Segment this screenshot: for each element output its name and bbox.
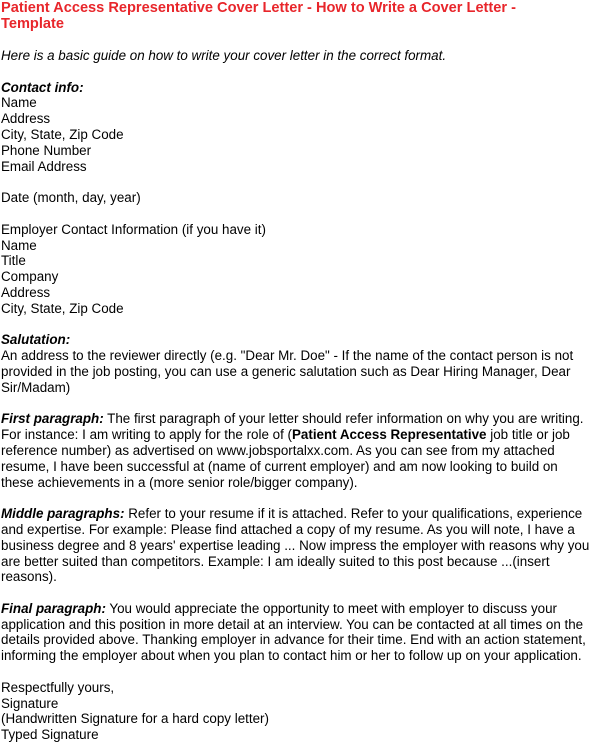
first-paragraph-label: First paragraph: xyxy=(1,411,104,427)
closing-line: Signature xyxy=(1,695,59,711)
employer-line: Employer Contact Information (if you have it) xyxy=(1,221,266,237)
contact-line: Phone Number xyxy=(1,142,92,158)
employer-line: Address xyxy=(1,284,51,300)
middle-paragraphs-line: business degree and 8 years' expertise leading ... Now impress the employer with reasons why you xyxy=(1,537,590,553)
contact-line: City, State, Zip Code xyxy=(1,126,124,142)
closing-line: Respectfully yours, xyxy=(1,679,115,695)
final-paragraph-label: Final paragraph: xyxy=(1,600,106,616)
middle-paragraphs-line xyxy=(1,506,599,522)
employer-line: City, State, Zip Code xyxy=(1,300,124,316)
employer-line: Company xyxy=(1,269,59,285)
document-title xyxy=(1,0,599,32)
closing-line: (Handwritten Signature for a hard copy letter) xyxy=(1,711,269,727)
final-paragraph-line: informing the employer about when you plan to contact him or her to follow up on your application. xyxy=(1,648,582,664)
employer-contact-section xyxy=(1,222,599,317)
contact-line: Email Address xyxy=(1,158,87,174)
final-paragraph-section xyxy=(1,601,599,664)
contact-info-section xyxy=(1,80,599,175)
final-paragraph-line: details provided above. Thanking employer in advance for their time. End with an action statement, xyxy=(1,632,586,648)
final-paragraph-text: You would appreciate the opportunity to meet with employer to discuss your xyxy=(105,600,557,616)
first-paragraph-text: For instance: I am writing to apply for the role of ( xyxy=(1,427,292,443)
salutation-line: provided in the job posting, you can use a generic salutation such as Dear Hiring Manager, Dear xyxy=(1,363,571,379)
first-paragraph-line: reference number) as advertised on www.jobsportalxx.com. As you can see from my attached xyxy=(1,442,555,458)
closing-line: Typed Signature xyxy=(1,727,99,743)
cover-letter-document xyxy=(1,0,599,743)
title-line-2: Template xyxy=(1,16,64,32)
first-paragraph-text: job title or job xyxy=(486,427,570,443)
final-paragraph-line xyxy=(1,601,599,617)
title-line-1: Patient Access Representative Cover Letter - How to Write a Cover Letter - xyxy=(1,0,516,16)
first-paragraph-text: The first paragraph of your letter should refer information on why you are writing. xyxy=(103,411,584,427)
salutation-label: Salutation: xyxy=(1,332,71,348)
salutation-line: An address to the reviewer directly (e.g. "Dear Mr. Doe" - If the name of the contact person is not xyxy=(1,348,574,364)
contact-info-label: Contact info: xyxy=(1,79,84,95)
middle-paragraphs-section xyxy=(1,506,599,585)
intro-text: Here is a basic guide on how to write your cover letter in the correct format. xyxy=(1,48,447,63)
job-title-highlight: Patient Access Representative xyxy=(292,427,487,443)
first-paragraph-line xyxy=(1,427,599,443)
employer-line: Name xyxy=(1,237,37,253)
date-line: Date (month, day, year) xyxy=(1,190,141,206)
contact-line: Name xyxy=(1,95,37,111)
middle-paragraphs-label: Middle paragraphs: xyxy=(1,506,125,522)
middle-paragraphs-line: reasons). xyxy=(1,569,57,585)
middle-paragraphs-line: and expertise. For example: Please find attached a copy of my resume. As you will note, I have a xyxy=(1,521,575,537)
contact-line: Address xyxy=(1,111,51,127)
first-paragraph-line: these achievements in a (more senior role/bigger company). xyxy=(1,474,358,490)
first-paragraph-line xyxy=(1,411,599,427)
salutation-line: Sir/Madam) xyxy=(1,379,71,395)
date-section xyxy=(1,190,599,206)
employer-line: Title xyxy=(1,253,26,269)
first-paragraph-section xyxy=(1,411,599,490)
middle-paragraphs-line: are better suited than competitors. Example: I am ideally suited to this post because ...(insert xyxy=(1,553,550,569)
closing-section xyxy=(1,680,599,743)
salutation-section xyxy=(1,332,599,395)
first-paragraph-line: resume, I have been successful at (name of current employer) and am now looking to build on xyxy=(1,458,558,474)
middle-paragraphs-text: Refer to your resume if it is attached. Refer to your qualifications, experience xyxy=(124,506,583,522)
final-paragraph-line: application and this position in more detail at an interview. You can be contacted at all times on the xyxy=(1,616,584,632)
